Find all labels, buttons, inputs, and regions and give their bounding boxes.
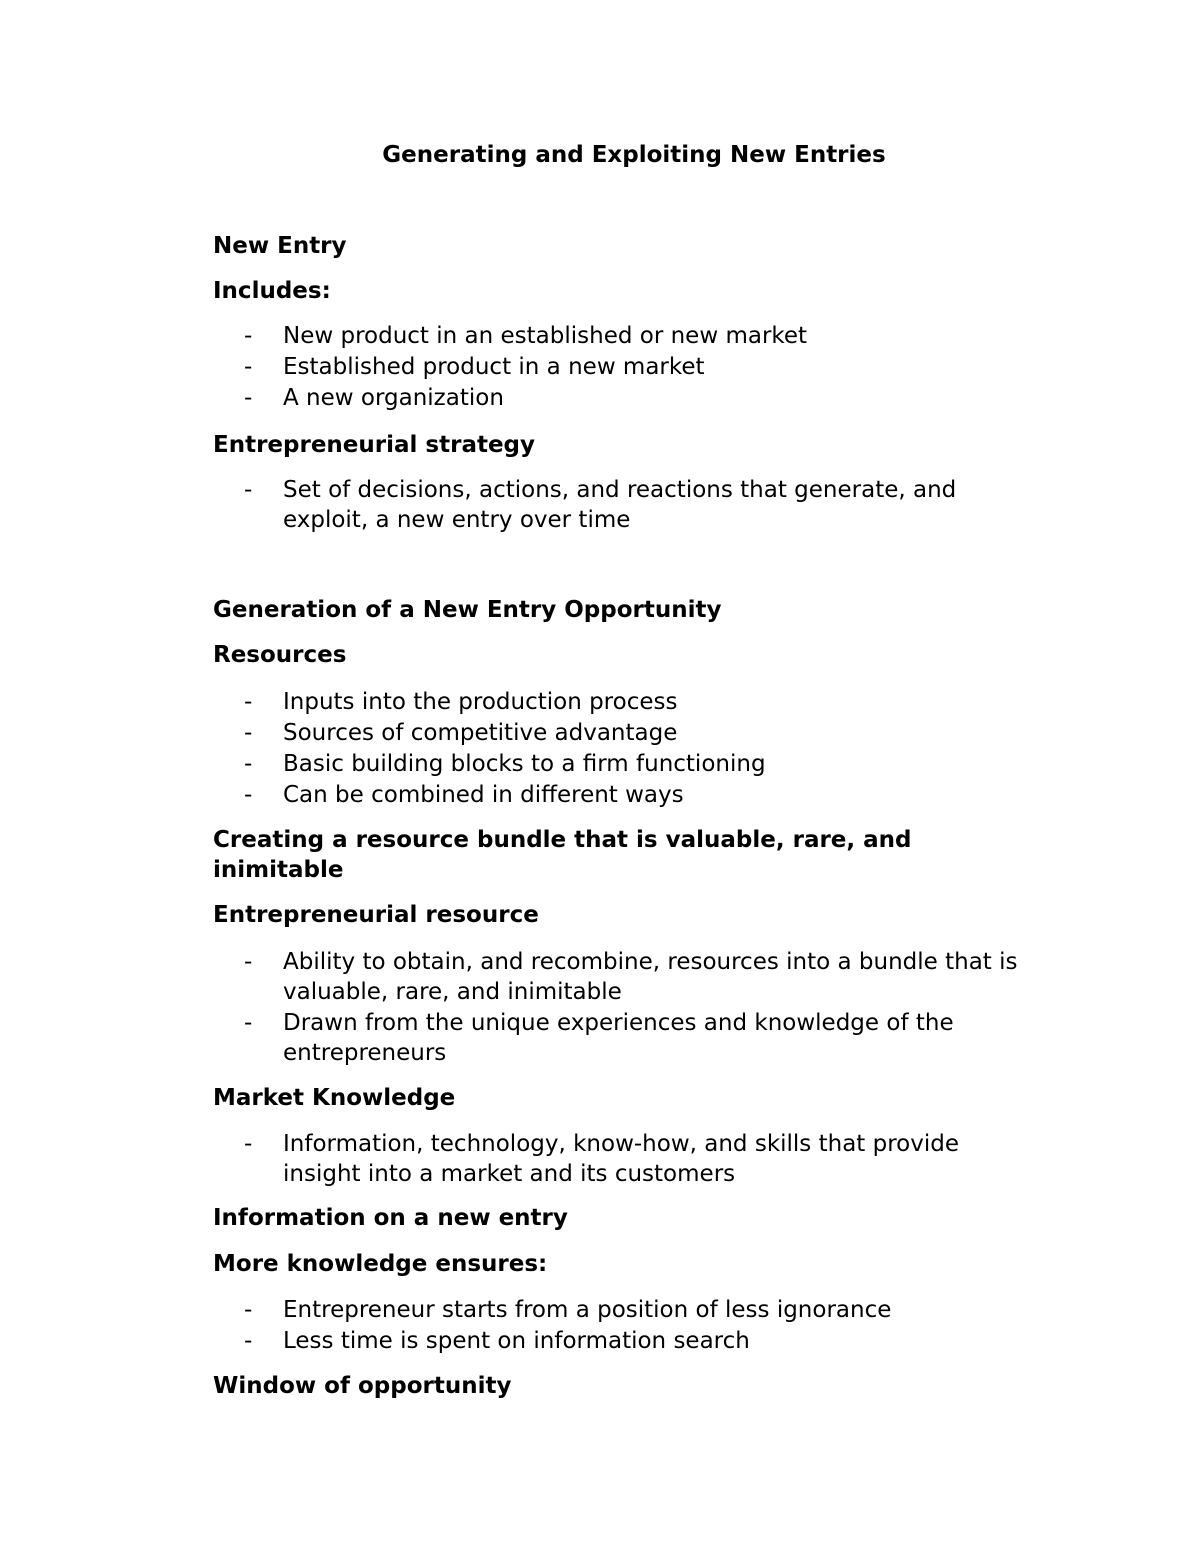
list-item-text: A new organization xyxy=(283,385,504,411)
bullet-dash: - xyxy=(244,1010,253,1036)
list-item xyxy=(0,780,1100,810)
list-item-text: Drawn from the unique experiences and knowledge of the entrepreneurs xyxy=(283,1010,954,1066)
bullet-dash: - xyxy=(244,720,253,746)
list-item-text: Basic building blocks to a firm functioning xyxy=(283,751,766,777)
list-item xyxy=(0,475,1000,535)
list-item-text: New product in an established or new market xyxy=(283,323,808,349)
list-item-text: Entrepreneur starts from a position of less ignorance xyxy=(283,1297,892,1323)
list-item-text: Inputs into the production process xyxy=(283,689,678,715)
list-item-text: Set of decisions, actions, and reactions that generate, and exploit, a new entry over time xyxy=(283,477,957,533)
bullet-dash: - xyxy=(244,354,253,380)
bullet-dash: - xyxy=(244,782,253,808)
heading-window-of-opportunity: Window of opportunity xyxy=(213,1373,512,1399)
list-item xyxy=(0,947,1060,1007)
heading-entrepreneurial-strategy: Entrepreneurial strategy xyxy=(213,432,536,458)
heading-more-knowledge: More knowledge ensures: xyxy=(213,1251,548,1277)
list-item-text: Less time is spent on information search xyxy=(283,1328,750,1354)
list-item xyxy=(0,718,1100,748)
list-item xyxy=(0,1008,1060,1068)
list-item xyxy=(0,749,1100,779)
heading-information-new-entry: Information on a new entry xyxy=(213,1205,568,1231)
list-item xyxy=(0,1295,1100,1325)
list-entrepreneurial-resource xyxy=(0,947,1060,1069)
bullet-dash: - xyxy=(244,689,253,715)
heading-new-entry: New Entry xyxy=(213,233,347,259)
bullet-dash: - xyxy=(244,1131,253,1157)
list-item xyxy=(0,383,1100,413)
bullet-dash: - xyxy=(244,751,253,777)
list-item xyxy=(0,687,1100,717)
list-item xyxy=(0,1129,1000,1189)
list-entrepreneurial-strategy xyxy=(0,475,1000,536)
bullet-dash: - xyxy=(244,323,253,349)
list-item-text: Ability to obtain, and recombine, resources into a bundle that is valuable, rare, and inimitable xyxy=(283,949,1018,1005)
list-more-knowledge xyxy=(0,1295,1100,1357)
bullet-dash: - xyxy=(244,1297,253,1323)
bullet-dash: - xyxy=(244,477,253,503)
heading-entrepreneurial-resource: Entrepreneurial resource xyxy=(213,902,539,928)
list-includes xyxy=(0,321,1100,414)
heading-market-knowledge: Market Knowledge xyxy=(213,1085,456,1111)
document-title: Generating and Exploiting New Entries xyxy=(382,142,886,168)
heading-resource-bundle: Creating a resource bundle that is valuable, rare, and inimitable xyxy=(213,827,912,883)
heading-resources: Resources xyxy=(213,642,347,668)
bullet-dash: - xyxy=(244,949,253,975)
list-item xyxy=(0,1326,1100,1356)
list-item-text: Sources of competitive advantage xyxy=(283,720,678,746)
bullet-dash: - xyxy=(244,385,253,411)
list-item-text: Information, technology, know-how, and skills that provide insight into a market and its customers xyxy=(283,1131,959,1187)
list-item xyxy=(0,352,1100,382)
list-resources xyxy=(0,687,1100,811)
heading-generation: Generation of a New Entry Opportunity xyxy=(213,597,722,623)
list-item-text: Established product in a new market xyxy=(283,354,705,380)
heading-includes: Includes: xyxy=(213,278,331,304)
bullet-dash: - xyxy=(244,1328,253,1354)
list-market-knowledge xyxy=(0,1129,1000,1190)
list-item-text: Can be combined in different ways xyxy=(283,782,684,808)
list-item xyxy=(0,321,1100,351)
